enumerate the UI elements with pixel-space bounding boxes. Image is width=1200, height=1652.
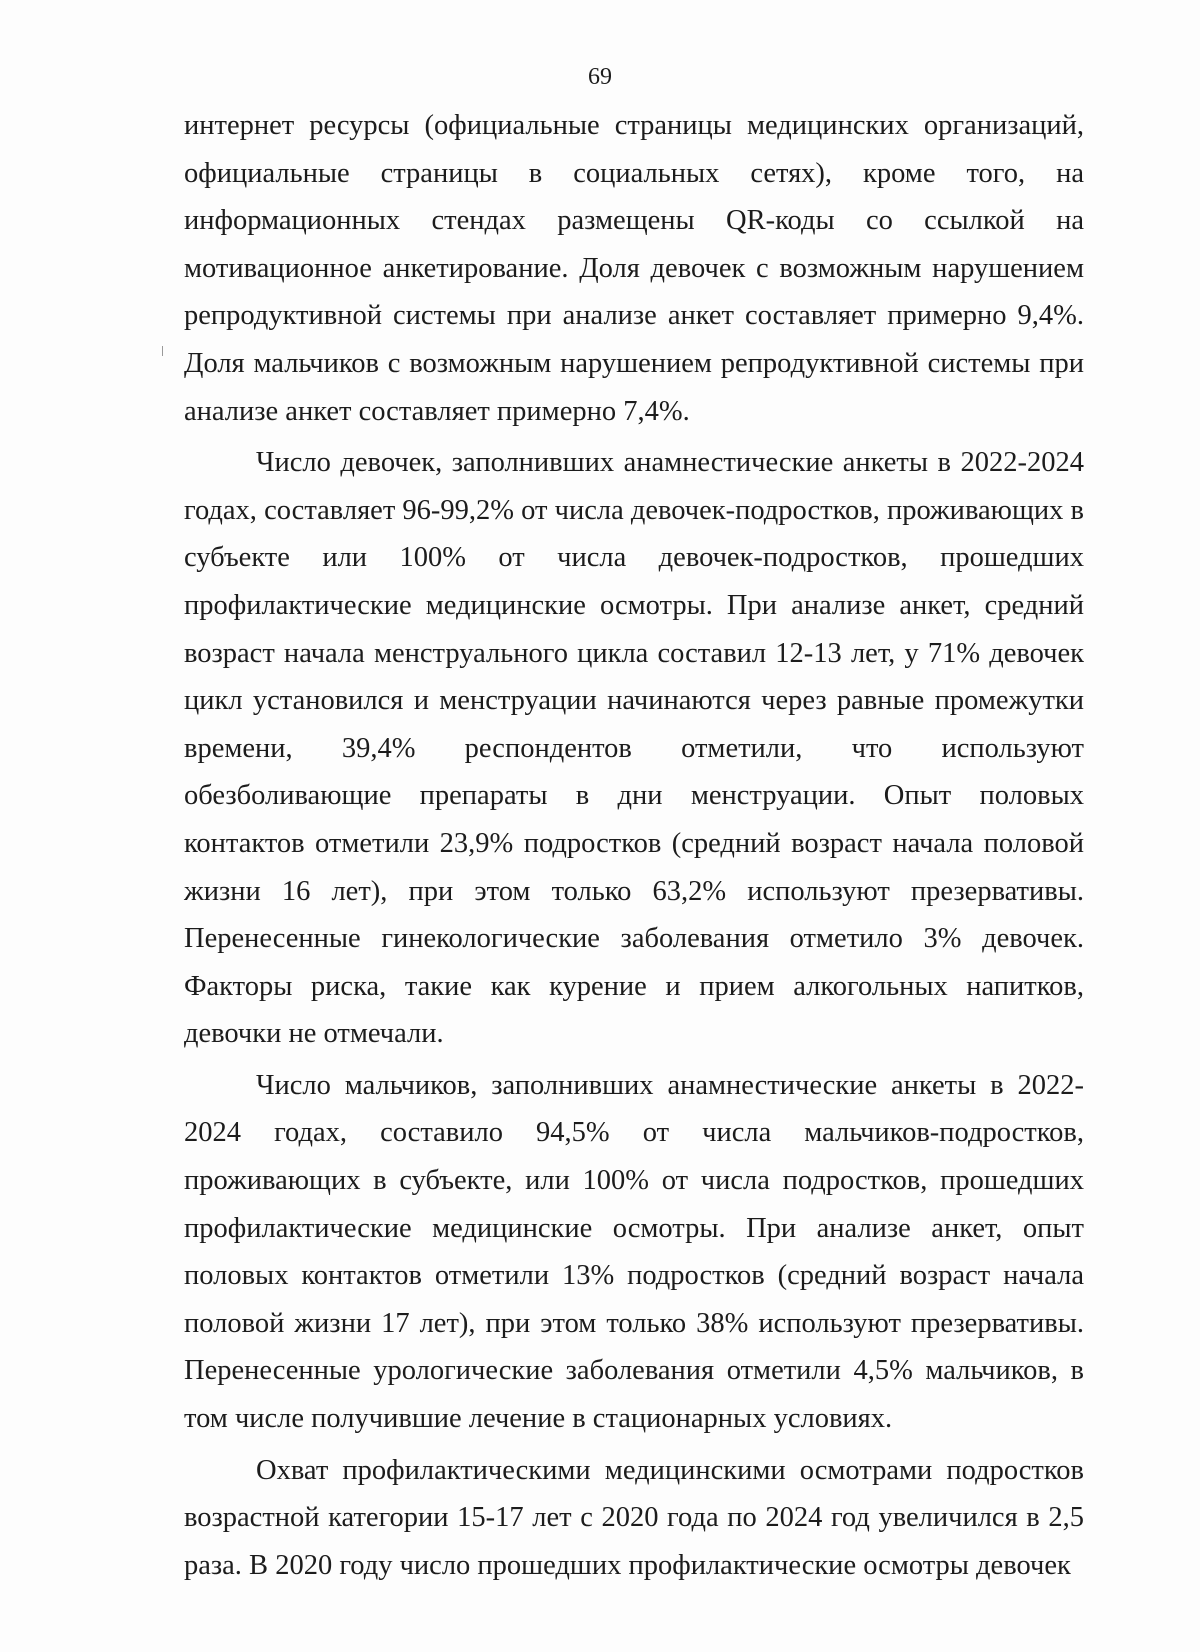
document-body [184, 102, 1084, 1593]
page-number: 69 [588, 64, 612, 90]
paragraph-boys-survey: Число мальчиков, заполнивших анамнестические анкеты в 2022-2024 годах, составило 94,5% от числа мальчиков-подростков, проживающих в субъекте, или 100% от числа подростков, прошедших профилактические медицинские осмотры. При анализе анкет, опыт половых контактов отметили 13% подростков (средний возраст начала половой жизни 17 лет), при этом только 38% используют презервативы. Перенесенные урологические заболевания отметили 4,5% мальчиков, в том числе получившие лечение в стационарных условиях. [184, 1069, 1084, 1435]
paragraph-continuation: интернет ресурсы (официальные страницы медицинских организаций, официальные страницы в социальных сетях), кроме того, на информационных стендах размещены QR-коды со ссылкой на мотивационное анкетирование. Доля девочек с возможным нарушением репродуктивной системы при анализе анкет составляет примерно 9,4%. Доля мальчиков с возможным нарушением репродуктивной системы при анализе анкет составляет примерно 7,4%. [184, 110, 1084, 427]
margin-mark [162, 346, 163, 356]
paragraph-girls-survey: Число девочек, заполнивших анамнестические анкеты в 2022-2024 годах, составляет 96-99,2% от числа девочек-подростков, проживающих в субъекте или 100% от числа девочек-подростков, прошедших профилактические медицинские осмотры. При анализе анкет, средний возраст начала менструального цикла составил 12-13 лет, у 71% девочек цикл установился и менструации начинаются через равные промежутки времени, 39,4% респондентов отметили, что используют обезболивающие препараты в дни менструации. Опыт половых контактов отметили 23,9% подростков (средний возраст начала половой жизни 16 лет), при этом только 63,2% используют презервативы. Перенесенные гинекологические заболевания отметило 3% девочек. Факторы риска, такие как курение и прием алкогольных напитков, девочки не отмечали. [184, 447, 1084, 1050]
paragraph-coverage: Охват профилактическими медицинскими осмотрами подростков возрастной категории 15-17 лет с 2020 года по 2024 год увеличился в 2,5 раза. В 2020 году число прошедших профилактические осмотры девочек [184, 1454, 1084, 1581]
